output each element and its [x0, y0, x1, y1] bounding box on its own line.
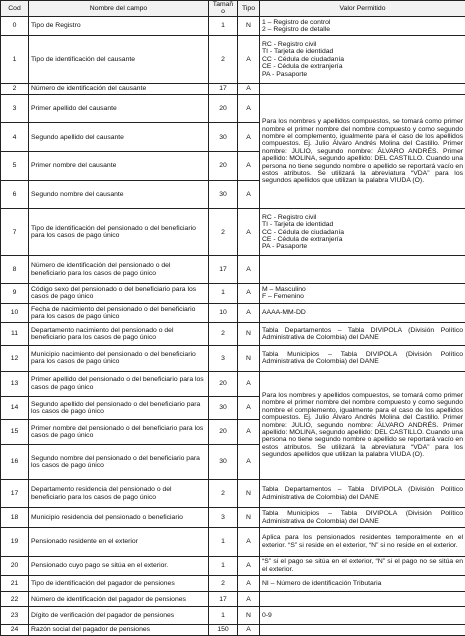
header-row: [1, 1, 465, 17]
cell-tamano: 10: [209, 303, 238, 323]
cell-cod: 0: [1, 16, 29, 36]
table-row: [1, 345, 465, 371]
cell-tipo: N: [238, 345, 260, 371]
cell-nombre: Tipo de Registro: [29, 16, 209, 36]
valor-line: CE - Cédula de extranjería: [262, 63, 343, 71]
cell-tamano: 1: [209, 528, 238, 557]
cell-valor: Tabla Departamentos – Tabla DIVIPOLA (División Político Administrativa de Colombia) del DANE: [260, 479, 465, 508]
valor-line: TI - Tarjeta de identidad: [262, 221, 334, 229]
cell-nombre: Dígito de verificación del pagador de pensiones: [29, 607, 209, 624]
cell-valor: 0-9: [260, 607, 465, 624]
cell-tipo: N: [238, 607, 260, 624]
cell-nombre: Primer nombre del causante: [29, 151, 209, 180]
cell-tamano: 20: [209, 420, 238, 445]
cell-cod: 14: [1, 396, 29, 420]
cell-nombre: Fecha de nacimiento del pensionado o del beneficiario para los casos de pago único: [29, 303, 209, 323]
cell-cod: 13: [1, 371, 29, 396]
cell-tamano: 3: [209, 508, 238, 528]
cell-valor: [260, 624, 465, 635]
valor-line: TI - Tarjeta de identidad: [262, 48, 334, 56]
cell-cod: 11: [1, 323, 29, 345]
table-row: [1, 83, 465, 94]
cell-valor: [260, 592, 465, 607]
cell-valor: Aplica para los pensionados residentes temporalmente en el exterior. “S” si reside en el exterior, “N” si no reside en el exterior.: [260, 528, 465, 557]
cell-tipo: A: [238, 420, 260, 445]
table-row: [1, 371, 465, 396]
cell-cod: 15: [1, 420, 29, 445]
cell-tipo: A: [238, 396, 260, 420]
cell-cod: 21: [1, 576, 29, 592]
cell-cod: 23: [1, 607, 29, 624]
table-row: [1, 256, 465, 283]
cell-nombre: Departamento residencia del pensionado o del beneficiario para los casos de pago único: [29, 479, 209, 508]
cell-tipo: A: [238, 209, 260, 256]
cell-tamano: 1: [209, 283, 238, 303]
cell-valor: “S” si el pago se sitúa en el exterior, “N” si el pago no se sitúa en el exterior.: [260, 556, 465, 576]
cell-nombre: Segundo nombre del causante: [29, 180, 209, 209]
cell-cod: 7: [1, 209, 29, 256]
table-row: [1, 303, 465, 323]
cell-cod: 8: [1, 256, 29, 283]
cell-tamano: 20: [209, 371, 238, 396]
valor-line: CE - Cédula de extranjería: [262, 235, 343, 243]
header-tipo: Tipo: [238, 1, 260, 17]
cell-nombre: Departamento nacimiento del pensionado o del beneficiario para los casos de pago único: [29, 323, 209, 345]
cell-tipo: A: [238, 528, 260, 557]
cell-tamano: 30: [209, 180, 238, 209]
table-row: [1, 479, 465, 508]
cell-tipo: A: [238, 624, 260, 635]
valor-line: F – Femenino: [262, 293, 304, 301]
cell-nombre: Pensionado residente en el exterior: [29, 528, 209, 557]
cell-tipo: N: [238, 323, 260, 345]
cell-tipo: A: [238, 592, 260, 607]
table-row: [1, 323, 465, 345]
table-row: [1, 283, 465, 303]
table-body: [1, 16, 465, 635]
cell-nombre: Tipo de identificación del causante: [29, 36, 209, 83]
cell-valor: Tabla Departamentos – Tabla DIVIPOLA (División Político Administrativa de Colombia) del DANE: [260, 323, 465, 345]
cell-tipo: A: [238, 180, 260, 209]
cell-tipo: A: [238, 371, 260, 396]
cell-tamano: 20: [209, 151, 238, 180]
cell-cod: 16: [1, 445, 29, 480]
cell-nombre: Segundo apellido del pensionado o del beneficiario para los casos de pago único: [29, 396, 209, 420]
cell-tipo: A: [238, 94, 260, 123]
cell-nombre: Municipio nacimiento del pensionado o del beneficiario para los casos de pago único: [29, 345, 209, 371]
cell-tamano: 17: [209, 256, 238, 283]
cell-valor: NI – Número de identificación Tributaria: [260, 576, 465, 592]
cell-nombre: Tipo de identificación del pensionado o del beneficiario para los casos de pago único: [29, 209, 209, 256]
valor-line: RC - Registro civil: [262, 213, 317, 221]
cell-tamano: 1: [209, 16, 238, 36]
cell-cod: 3: [1, 94, 29, 123]
valor-line: 1 – Registro de control: [262, 18, 331, 26]
cell-nombre: Pensionado cuyo pago se sitúa en el exterior.: [29, 556, 209, 576]
cell-tamano: 3: [209, 345, 238, 371]
cell-tamano: 1: [209, 607, 238, 624]
cell-valor: Tabla Municipios – Tabla DIVIPOLA (División Político Administrativa de Colombia) del DANE: [260, 508, 465, 528]
cell-valor: [260, 83, 465, 94]
cell-tamano: 30: [209, 123, 238, 152]
cell-cod: 19: [1, 528, 29, 557]
cell-valor: AAAA-MM-DD: [260, 303, 465, 323]
cell-valor: [260, 36, 465, 83]
cell-cod: 4: [1, 123, 29, 152]
cell-nombre: Número de identificación del pagador de pensiones: [29, 592, 209, 607]
cell-nombre: Número de identificación del causante: [29, 83, 209, 94]
cell-tamano: 150: [209, 624, 238, 635]
cell-valor: Tabla Municipios – Tabla DIVIPOLA (División Político Administrativa de Colombia) del DANE: [260, 345, 465, 371]
cell-cod: 18: [1, 508, 29, 528]
cell-nombre: Municipio residencia del pensionado o beneficiario: [29, 508, 209, 528]
cell-nombre: Primer apellido del causante: [29, 94, 209, 123]
cell-tamano: 2: [209, 479, 238, 508]
table-row: [1, 508, 465, 528]
cell-cod: 20: [1, 556, 29, 576]
cell-tamano: 2: [209, 323, 238, 345]
valor-line: M – Masculino: [262, 285, 306, 293]
table-row: [1, 209, 465, 256]
cell-tipo: A: [238, 445, 260, 480]
cell-cod: 1: [1, 36, 29, 83]
table-row: [1, 36, 465, 83]
cell-tipo: A: [238, 83, 260, 94]
cell-cod: 22: [1, 592, 29, 607]
cell-tipo: N: [238, 508, 260, 528]
cell-cod: 12: [1, 345, 29, 371]
cell-nombre: Razón social del pagador de pensiones: [29, 624, 209, 635]
valor-line: CC - Cédula de ciudadanía: [262, 55, 344, 63]
cell-tipo: A: [238, 576, 260, 592]
cell-cod: 17: [1, 479, 29, 508]
cell-cod: 2: [1, 83, 29, 94]
table-row: [1, 592, 465, 607]
cell-tamano: 2: [209, 209, 238, 256]
cell-tipo: A: [238, 303, 260, 323]
cell-tipo: A: [238, 36, 260, 83]
valor-line: CC - Cédula de ciudadanía: [262, 228, 344, 236]
cell-tipo: N: [238, 16, 260, 36]
cell-cod: 6: [1, 180, 29, 209]
table-row: [1, 528, 465, 557]
valor-line: RC - Registro civil: [262, 41, 317, 49]
cell-nombre: Segundo nombre del pensionado o del beneficiario para los casos de pago único: [29, 445, 209, 480]
cell-valor: Para los nombres y apellidos compuestos, se tomará como primer nombre el primer nombre del nombre compuesto y como segundo nombre el complemento, igualmente para el caso de los apellidos compuestos. Ej. Julio Álvaro Andrés Molina del Castillo. Primer nombre: JULIO, segundo nombre: ÁLVARO ANDRÉS. Primer apellido: MOLINA, segundo apellido: DEL CASTILLO. Cuando una persona no tiene segundo nombre o apellido se reportará vacío en estos atributos. Se utilizará la abreviatura “VDA” para los segundos apellidos que utilizan la palabra VIUDA (O).: [260, 371, 465, 479]
cell-tamano: 20: [209, 94, 238, 123]
header-nombre: Nombre del campo: [29, 1, 209, 17]
cell-tipo: A: [238, 123, 260, 152]
cell-tamano: 2: [209, 36, 238, 83]
cell-cod: 9: [1, 283, 29, 303]
cell-valor: [260, 256, 465, 283]
cell-nombre: Tipo de identificación del pagador de pensiones: [29, 576, 209, 592]
cell-tipo: A: [238, 256, 260, 283]
table-row: [1, 94, 465, 123]
cell-valor: Para los nombres y apellidos compuestos, se tomará como primer nombre el primer nombre del nombre compuesto y como segundo nombre el complemento, igualmente para el caso de los apellidos compuestos. Ej. Julio Álvaro Andrés Molina del Castillo. Primer nombre: JULIO, segundo nombre: ÁLVARO ANDRÉS. Primer apellido: MOLINA, segundo apellido: DEL CASTILLO. Cuando una persona no tiene segundo nombre o apellido se reportará vacío en estos atributos. Se utilizará la abreviatura “VDA” para los segundos apellidos que utilizan la palabra VIUDA (O).: [260, 94, 465, 208]
cell-cod: 24: [1, 624, 29, 635]
cell-cod: 5: [1, 151, 29, 180]
cell-tamano: 30: [209, 445, 238, 480]
table-row: [1, 556, 465, 576]
cell-valor: [260, 209, 465, 256]
cell-tamano: 1: [209, 556, 238, 576]
cell-tamano: 30: [209, 396, 238, 420]
cell-tipo: A: [238, 556, 260, 576]
cell-tipo: A: [238, 283, 260, 303]
cell-cod: 10: [1, 303, 29, 323]
cell-nombre: Código sexo del pensionado o del beneficiario para los casos de pago único: [29, 283, 209, 303]
cell-valor: [260, 283, 465, 303]
header-valor: Valor Permitido: [260, 1, 465, 17]
cell-tamano: 2: [209, 576, 238, 592]
cell-nombre: Segundo apellido del causante: [29, 123, 209, 152]
header-cod: Cod: [1, 1, 29, 17]
header-tamano: Tamaño: [209, 1, 238, 17]
cell-nombre: Número de identificación del pensionado o del beneficiario para los casos de pago único: [29, 256, 209, 283]
valor-line: PA - Pasaporte: [262, 70, 308, 78]
table-row: [1, 624, 465, 635]
cell-tipo: N: [238, 479, 260, 508]
cell-valor: [260, 16, 465, 36]
cell-tamano: 17: [209, 83, 238, 94]
cell-tamano: 17: [209, 592, 238, 607]
cell-nombre: Primer nombre del pensionado o del beneficiario para los casos de pago único: [29, 420, 209, 445]
table-row: [1, 607, 465, 624]
cell-nombre: Primer apellido del pensionado o del beneficiario para los casos de pago único: [29, 371, 209, 396]
valor-line: 2 – Registro de detalle: [262, 26, 331, 34]
valor-line: PA - Pasaporte: [262, 243, 308, 251]
table-row: [1, 576, 465, 592]
cell-tipo: A: [238, 151, 260, 180]
table-row: [1, 16, 465, 36]
